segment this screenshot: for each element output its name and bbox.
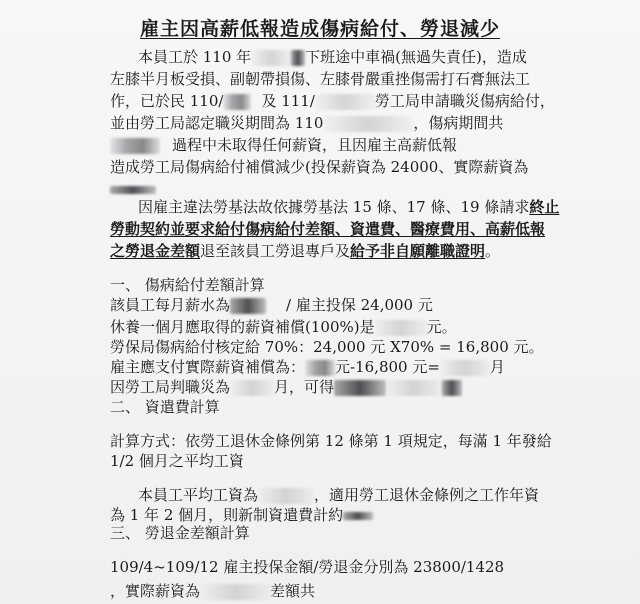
- section1-heading: 一、 傷病給付差額計算: [110, 276, 265, 294]
- para1-line5: 過程中未取得任何薪資，且因雇主高薪低報: [110, 136, 457, 155]
- redaction: [230, 380, 274, 396]
- redaction: [258, 488, 314, 504]
- para1-line1: 本員工於 110 年 下班途中車禍(無過失責任)，造成: [138, 48, 527, 66]
- section2-line4: 為 1 年 2 個月，則新制資遣費計約: [110, 506, 373, 525]
- section1-line4: 雇主應支付實際薪資補償為： 元-16,800 元= 月: [110, 358, 505, 376]
- section3-line1: 109/4~109/12 雇主投保金額/勞退金分別為 23800/1428: [110, 558, 505, 576]
- section2-line1: 計算方式：依勞工退休金條例第 12 條第 1 項規定，每滿 1 年發給: [110, 432, 552, 450]
- redaction: [442, 380, 462, 396]
- redaction: [291, 50, 305, 66]
- para1-line2: 左膝半月板受損、副韌帶損傷、左膝骨嚴重挫傷需打石膏無法工: [110, 70, 531, 88]
- para2-line3: 之勞退金差額退至該員工勞退專戶及給予非自願離職證明。: [110, 242, 501, 260]
- redaction: [110, 138, 160, 154]
- redaction: [315, 94, 375, 110]
- section1-line2: 休養一個月應取得的薪資補償(100%)是 元。: [110, 318, 457, 336]
- section3-heading: 三、 勞退金差額計算: [110, 524, 250, 542]
- section1-line1: 該員工每月薪水為 / 雇主投保 24,000 元: [110, 296, 433, 314]
- redaction: [110, 186, 156, 194]
- section2-line3: 本員工平均工資為 ，適用勞工退休金條例之工作年資: [138, 486, 540, 504]
- redaction: [343, 512, 373, 520]
- para1-line6: 造成勞工局傷病給付補償減少(投保薪資為 24000、實際薪資為: [110, 158, 529, 176]
- para2-line2: 勞動契約並要求給付傷病給付差額、資遣費、醫療費用、高薪低報: [110, 220, 546, 238]
- section3-line2: ，實際薪資為 差額共: [110, 582, 316, 600]
- para1-line7: [110, 180, 156, 199]
- redaction: [223, 94, 251, 110]
- document-title: 雇主因高薪低報造成傷病給付、勞退減少: [139, 18, 500, 40]
- redaction: [230, 298, 266, 314]
- redaction: [386, 380, 442, 396]
- section2-heading: 二、 資遣費計算: [110, 398, 220, 416]
- para1-line4: 並由勞工局認定職災期間為 110 ，傷病期間共: [110, 114, 504, 132]
- redaction: [440, 360, 490, 376]
- redaction: [200, 584, 270, 600]
- redaction: [323, 116, 413, 132]
- redaction: [375, 320, 427, 336]
- section2-line2: 1/2 個月之平均工資: [110, 452, 244, 470]
- para2-line1: 因雇主違法勞基法故依據勞基法 15 條、17 條、19 條請求終止: [138, 198, 560, 216]
- section1-line3: 勞保局傷病給付核定給 70%：24,000 元 X70% = 16,800 元。: [110, 338, 544, 356]
- para1-line3: 作，已於民 110/ 及 111/ 勞工局申請職災傷病給付，: [110, 92, 555, 110]
- redaction: [251, 50, 291, 66]
- section1-line5: 因勞工局判職災為 月，可得: [110, 378, 462, 397]
- redaction: [305, 360, 335, 376]
- redaction: [334, 380, 386, 396]
